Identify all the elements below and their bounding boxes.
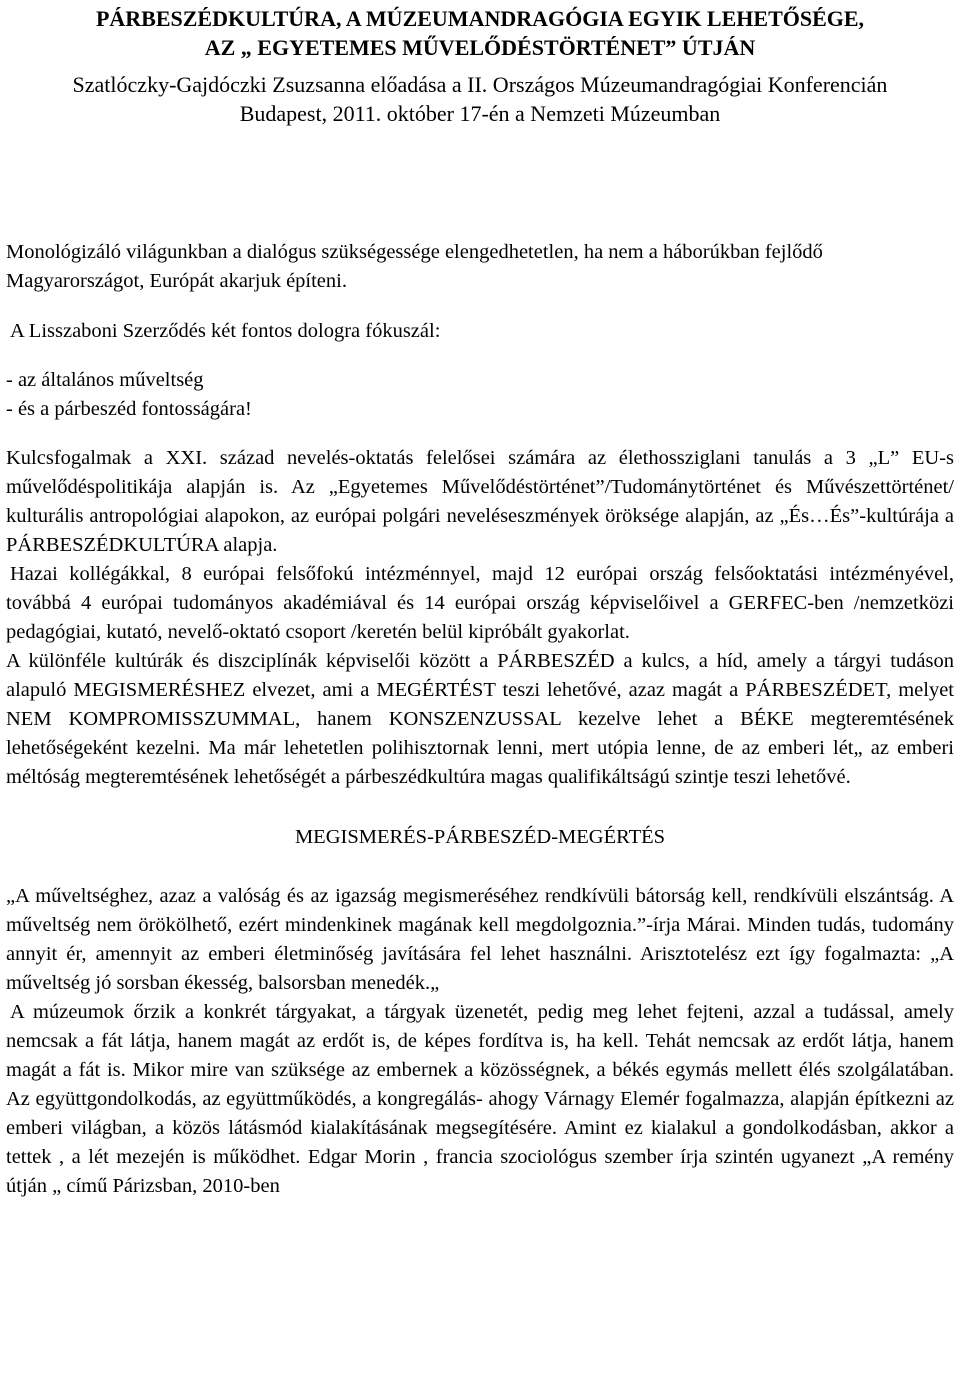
list-item: - és a párbeszéd fontosságára!: [6, 398, 252, 420]
title-line-1: PÁRBESZÉDKULTÚRA, A MÚZEUMANDRAGÓGIA EGYIK LEHETŐSÉGE,: [95, 6, 865, 31]
hazai-paragraph: Hazai kollégákkal, 8 európai felsőfokú intézménnyel, majd 12 európai ország felsőoktatási intézményével, továbbá 4 európai tudományos akadémiával és 14 európai ország képviselőivel a GERFEC-ben /nemzetközi pedagógiai, kutató, nevelő-oktató csoport /keretén belül kipróbált gyakorlat.: [6, 563, 954, 643]
focus-list: [6, 366, 954, 424]
subtitle-line-2: Budapest, 2011. október 17-én a Nemzeti Múzeumban: [239, 101, 721, 126]
subtitle-line-1: Szatlóczky-Gajdóczki Zsuzsanna előadása a II. Országos Múzeumandragógiai Konferencián: [72, 72, 888, 97]
muzeumok-paragraph: A múzeumok őrzik a konkrét tárgyakat, a tárgyak üzenetét, pedig meg lehet fejteni, azzal a tudással, amely nemcsak a fát látja, hanem magát az erdőt is, de képes fordítva is, ha kell. Tehát nemcsak az erdőt látja, hanem magát a fát is. Mikor mire van szüksége az embernek a közösségnek, a békés egymás mellett élés szolgálatában. Az együttgondolkodás, az együttműködés, a kongregálás- ahogy Várnagy Elemér fogalmazza, alapján építkezni az emberi világban, a közös látásmód kialakításának megsegítésére. Amint ez kialakul a gondolkodásban, akkor a tettek , a lét mezején is működhet. Edgar Morin , francia szociológus szember írja szintén ugyanezt „A remény útján „ című Párizsban, 2010-ben: [6, 1001, 954, 1197]
intro-paragraph: Monológizáló világunkban a dialógus szükségessége elengedhetetlen, ha nem a háborúkban fejlődő Magyarországot, Európát akarjuk építeni.: [6, 241, 823, 292]
marai-paragraph: „A műveltséghez, azaz a valóság és az igazság megismeréséhez rendkívüli bátorság kell, rendkívüli elszántság. A műveltség nem örökölhető, ezért mindenkinek magának kell megdolgoznia.”-írja Márai. Minden tudás, tudomány annyit ér, amennyit az emberi életminőség javítására fel lehet használni. Arisztotelész ezt így fogalmazta: „A műveltség jó sorsban ékesség, balsorsban menedék.„: [6, 885, 954, 994]
list-item: - az általános műveltség: [6, 369, 204, 391]
document-title: [6, 0, 954, 62]
kulcsfogalmak-paragraph: Kulcsfogalmak a XXI. század nevelés-oktatás felelősei számára az élethossziglani tanulás a 3 „L” EU-s művelődéspolitikája alapján is. Az „Egyetemes Művelődéstörténet”/Tudománytörténet és Művészettörténet/ kulturális antropológiai alapokon, az európai polgári neveléseszmények öröksége alapján, az „És…És”-kultúrája a PÁRBESZÉDKULTÚRA alapja.: [6, 447, 954, 556]
section-title: MEGISMERÉS-PÁRBESZÉD-MEGÉRTÉS: [294, 826, 666, 848]
title-line-2: AZ „ EGYETEMES MŰVELŐDÉSTÖRTÉNET” ÚTJÁN: [204, 35, 756, 60]
document-subtitle: [6, 70, 954, 128]
focus-paragraph: A Lisszaboni Szerződés két fontos dologra fókuszál:: [10, 320, 441, 342]
kulonfele-paragraph: A különféle kultúrák és diszciplínák képviselői között a PÁRBESZÉD a kulcs, a híd, amely a tárgyi tudáson alapuló MEGISMERÉSHEZ elvezet, ami a MEGÉRTÉST teszi lehetővé, azaz magát a PÁRBESZÉDET, melyet NEM KOMPROMISSZUMMAL, hanem KONSZENZUSSAL kezelve lehet a BÉKE megteremtésének lehetőségeként kezelni. Ma már lehetetlen polihisztornak lenni, mert utópia lenne, de az emberi lét„ az emberi méltóság megteremtésének lehetőségét a párbeszédkultúra magas qualifikáltságú szintje teszi lehetővé.: [6, 650, 954, 788]
